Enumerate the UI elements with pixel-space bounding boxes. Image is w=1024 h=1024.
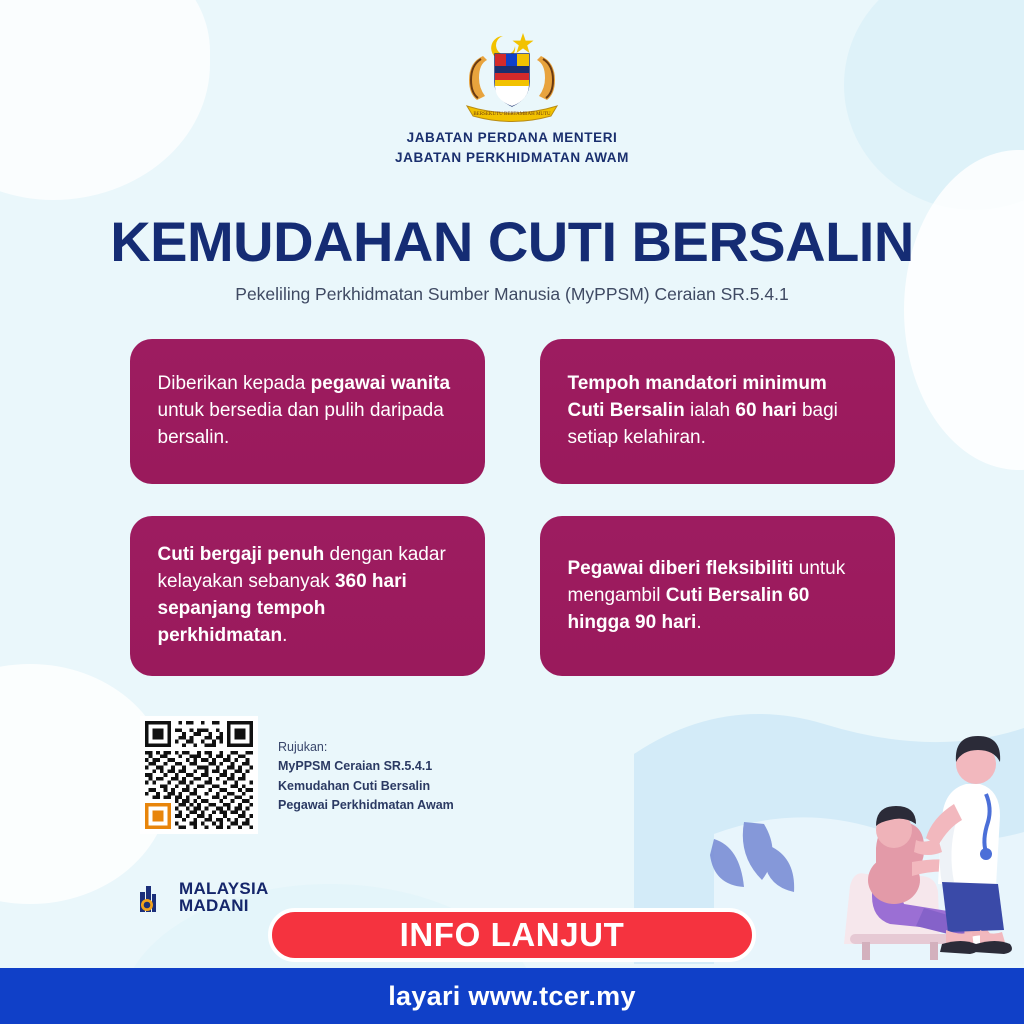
page-title: KEMUDAHAN CUTI BERSALIN (110, 210, 914, 274)
info-card-2-text: Tempoh mandatori minimum Cuti Bersalin ialah 60 hari bagi setiap kelahiran. (567, 373, 838, 449)
svg-text:BERSEKUTU BERTAMBAH MUTU: BERSEKUTU BERTAMBAH MUTU (473, 112, 551, 117)
header (0, 0, 1024, 167)
info-card-1-text: Diberikan kepada pegawai wanita untuk bersedia dan pulih daripada bersalin. (157, 373, 451, 449)
header-caption-line1: JABATAN PERDANA MENTERI (406, 130, 618, 145)
madani-wordmark (179, 880, 269, 915)
madani-line-1: MALAYSIA (179, 879, 269, 898)
malaysia-coat-of-arms-icon (437, 26, 587, 122)
qr-code[interactable] (140, 716, 258, 834)
reference-line-3: Pegawai Perkhidmatan Awam (278, 798, 454, 813)
info-card-4-text: Pegawai diberi fleksibiliti untuk mengambil Cuti Bersalin 60 hingga 90 hari. (567, 557, 846, 633)
info-card-3-text: Cuti bergaji penuh dengan kadar kelayakan sebanyak 360 hari sepanjang tempoh perkhidmatan. (157, 544, 446, 647)
malaysia-madani-logo (138, 880, 269, 915)
info-card-1 (130, 339, 485, 484)
header-caption-line2: JABATAN PERKHIDMATAN AWAM (395, 149, 629, 165)
info-lanjut-button[interactable]: INFO LANJUT (268, 908, 756, 962)
info-card-3 (130, 516, 485, 676)
madani-line-2: MADANI (179, 896, 249, 916)
header-caption (0, 128, 1024, 167)
madani-mark-icon (138, 880, 172, 914)
page-subtitle: Pekeliling Perkhidmatan Sumber Manusia (MyPPSM) Ceraian SR.5.4.1 (235, 284, 789, 305)
info-cards (0, 339, 1024, 676)
footer-bar[interactable]: layari www.tcer.my (0, 968, 1024, 1024)
reference-line-1: MyPPSM Ceraian SR.5.4.1 (278, 759, 433, 774)
reference-text (278, 716, 454, 816)
info-card-2 (540, 339, 895, 484)
reference-line-2: Kemudahan Cuti Bersalin (278, 778, 431, 793)
reference-label: Rujukan: (278, 740, 328, 754)
